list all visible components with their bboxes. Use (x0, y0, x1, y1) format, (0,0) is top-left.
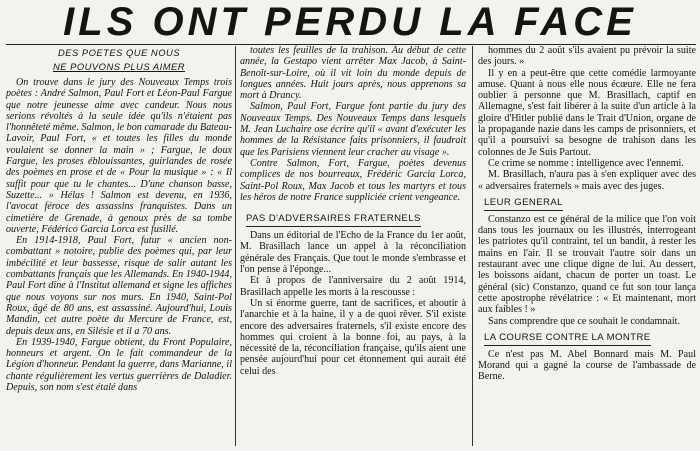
article-paragraph: M. Brasillach, n'aura pas à s'en expliquer avec des « adversaires fraternels » mais avec des juges. (478, 169, 696, 192)
article-paragraph: Un si énorme guerre, tant de sacrifices, et aboutir à l'anarchie et à la haine, il y a de quoi rêver. S'il existe encore des adversaires fraternels, s'il existe encore des hommes qui croient à la bonne foi, au pays, à la nécessité de la, réconciliation française, qu'ils aient une pensée aujourd'hui pour cet étonnement qui aurait été celui des (240, 297, 466, 377)
article-paragraph: Ce n'est pas M. Abel Bonnard mais M. Paul Morand qui a gagné la course de l'ambassade de Berne. (478, 348, 696, 383)
article-paragraph: hommes du 2 août s'ils avaient pu prévoir la suite des jours. » (478, 45, 696, 68)
column-divider-2 (472, 46, 473, 446)
section-heading-text: LA COURSE CONTRE LA MONTRE (484, 332, 651, 346)
subhead-line-1: DES POETES QUE NOUS (57, 47, 181, 58)
article-paragraph: Contre Salmon, Fort, Fargue, poètes devenus complices de nos bourreaux, Frédéric Garcia Lorca, Saint-Pol Roux, Max Jacob et tous les martyrs et tous les héros de notre France suppliciée crient vengeance. (240, 157, 466, 203)
article-paragraph: On trouve dans le jury des Nouveaux Temps trois poètes : André Salmon, Paul Fort et Léon-Paul Fargue que notre jeunesse aime avec candeur. Nous nous serions révoltés à la seule idée qu'ils n'étaient pas l'honnêteté même. Salmon, le bon camarade du Bateau-Lavoir, Paul Fort, « et toutes les filles du monde voulaient se donner la main » ; Fargue, le doux Fargue, les proses éblouissantes, guirlandes de rosée des poèmes en prose et de « Pour la musique » : « Il suffit pour que tu le chantes... D'une chanson basse, Suzette... » Hélas ! Salmon est devenu, en 1936, l'avocat féroce des assassins franquistes. Dans un cimetière de Grenade, à genoux près de sa tombe ouverte, Fédérico Garcia Lorca est fusillé. (6, 77, 232, 235)
article-paragraph: En 1914-1918, Paul Fort, futur « ancien non-combattant » notoire, publie des poèmes qui, par leur imbécilité et leur bassesse, risque de salir autant les combattants français que les Allemands. En 1940-1944, Paul Fort dîne à l'Institut allemand et signe les affiches que nous voyons sur nos murs. En 1940, Saint-Pol Roux, âgé de 80 ans, est assassiné. Aujourd'hui, Louis Mandin, cet autre poète du Mercure de France, est, depuis deux ans, en Silésie et il a 70 ans. (6, 235, 232, 337)
column-divider-1 (235, 46, 236, 446)
section-heading-general (478, 197, 696, 211)
article-paragraph: En 1939-1940, Fargue obtient, du Front Populaire, honneurs et argent. On le fait commandeur de la Légion d'honneur. Pendant la guerre, dans Marianne, il chante régulièrement les vertus guerrières de Daladier. Depuis, son nom s'est étalé dans (6, 336, 232, 394)
article-paragraph: toutes les feuilles de la trahison. Au début de cette année, la Gestapo vient arrêter Max Jacob, à Saint-Benoît-sur-Loire, où il vit loin du monde depuis de longues années. Huit jours après, nous apprenons sa mort à Drancy. (240, 45, 466, 102)
headline: ILS ONT PERDU LA FACE (63, 0, 637, 44)
section-heading-adversaires (240, 213, 466, 227)
section-heading-text: LEUR GENERAL (484, 197, 563, 211)
article-paragraph: Il y en a peut-être que cette comédie larmoyante amuse. Quant à nous elle nous écœure. Elle ne fera oublier à personne que M. Brasillach, captif en Allemagne, s'est fait libérer à la suite d'un article à la gloire d'Hitler publié dans le Trait d'Union, organe de la propagande nazie dans les camps de prisonniers, et qu'il a poursuivi sa besogne de trahison dans les colonnes de Je Suis Partout. (478, 67, 696, 158)
article-paragraph: Ce crime se nomme : intelligence avec l'ennemi. (488, 157, 684, 169)
article-paragraph: Dans un éditorial de l'Echo de la France du 1er août, M. Brasillach lance un appel à la réconciliation générale des Français. Que tout le monde s'embrasse et l'on pense à l'éponge... (240, 230, 466, 276)
section-heading-course (478, 332, 696, 346)
article-paragraph: Salmon, Paul Fort, Fargue font partie du jury des Nouveaux Temps. Des Nouveaux Temps dans lesquels M. Jean Luchaire ose écrire qu'il « avant d'exécuter les hommes de la Résistance faits prisonniers, il faudrait que les Parisiens viennent leur cracher au visage ». (240, 101, 466, 158)
article-paragraph: Constanzo est ce général de la milice que l'on voit dans tous les journaux ou les illustrés, interrogeant les patriotes qu'il contraint, tel un bandit, à rester les mains en l'air. Il se trouvait l'autre soir dans un restaurant avec une clique digne de lui. Au dessert, les boissons aidant, chacun de porter un toast. Le général (sic) Constanzo, quand ce fut son tour lança cette apostrophe révélatrice : « Et maintenant, mort aux faibles ! » (478, 213, 696, 316)
section-heading-text: PAS D'ADVERSAIRES FRATERNELS (246, 213, 421, 227)
column-3 (478, 45, 696, 383)
article-paragraph: Sans comprendre que ce souhait le condamnait. (488, 315, 680, 327)
column-1 (6, 45, 232, 393)
column-2 (240, 45, 466, 377)
article-paragraph: Et à propos de l'anniversaire du 2 août 1914, Brasillach appelle les morts à la rescousse : (240, 275, 466, 298)
subhead-line-2: NE POUVONS PLUS AIMER (52, 61, 186, 72)
